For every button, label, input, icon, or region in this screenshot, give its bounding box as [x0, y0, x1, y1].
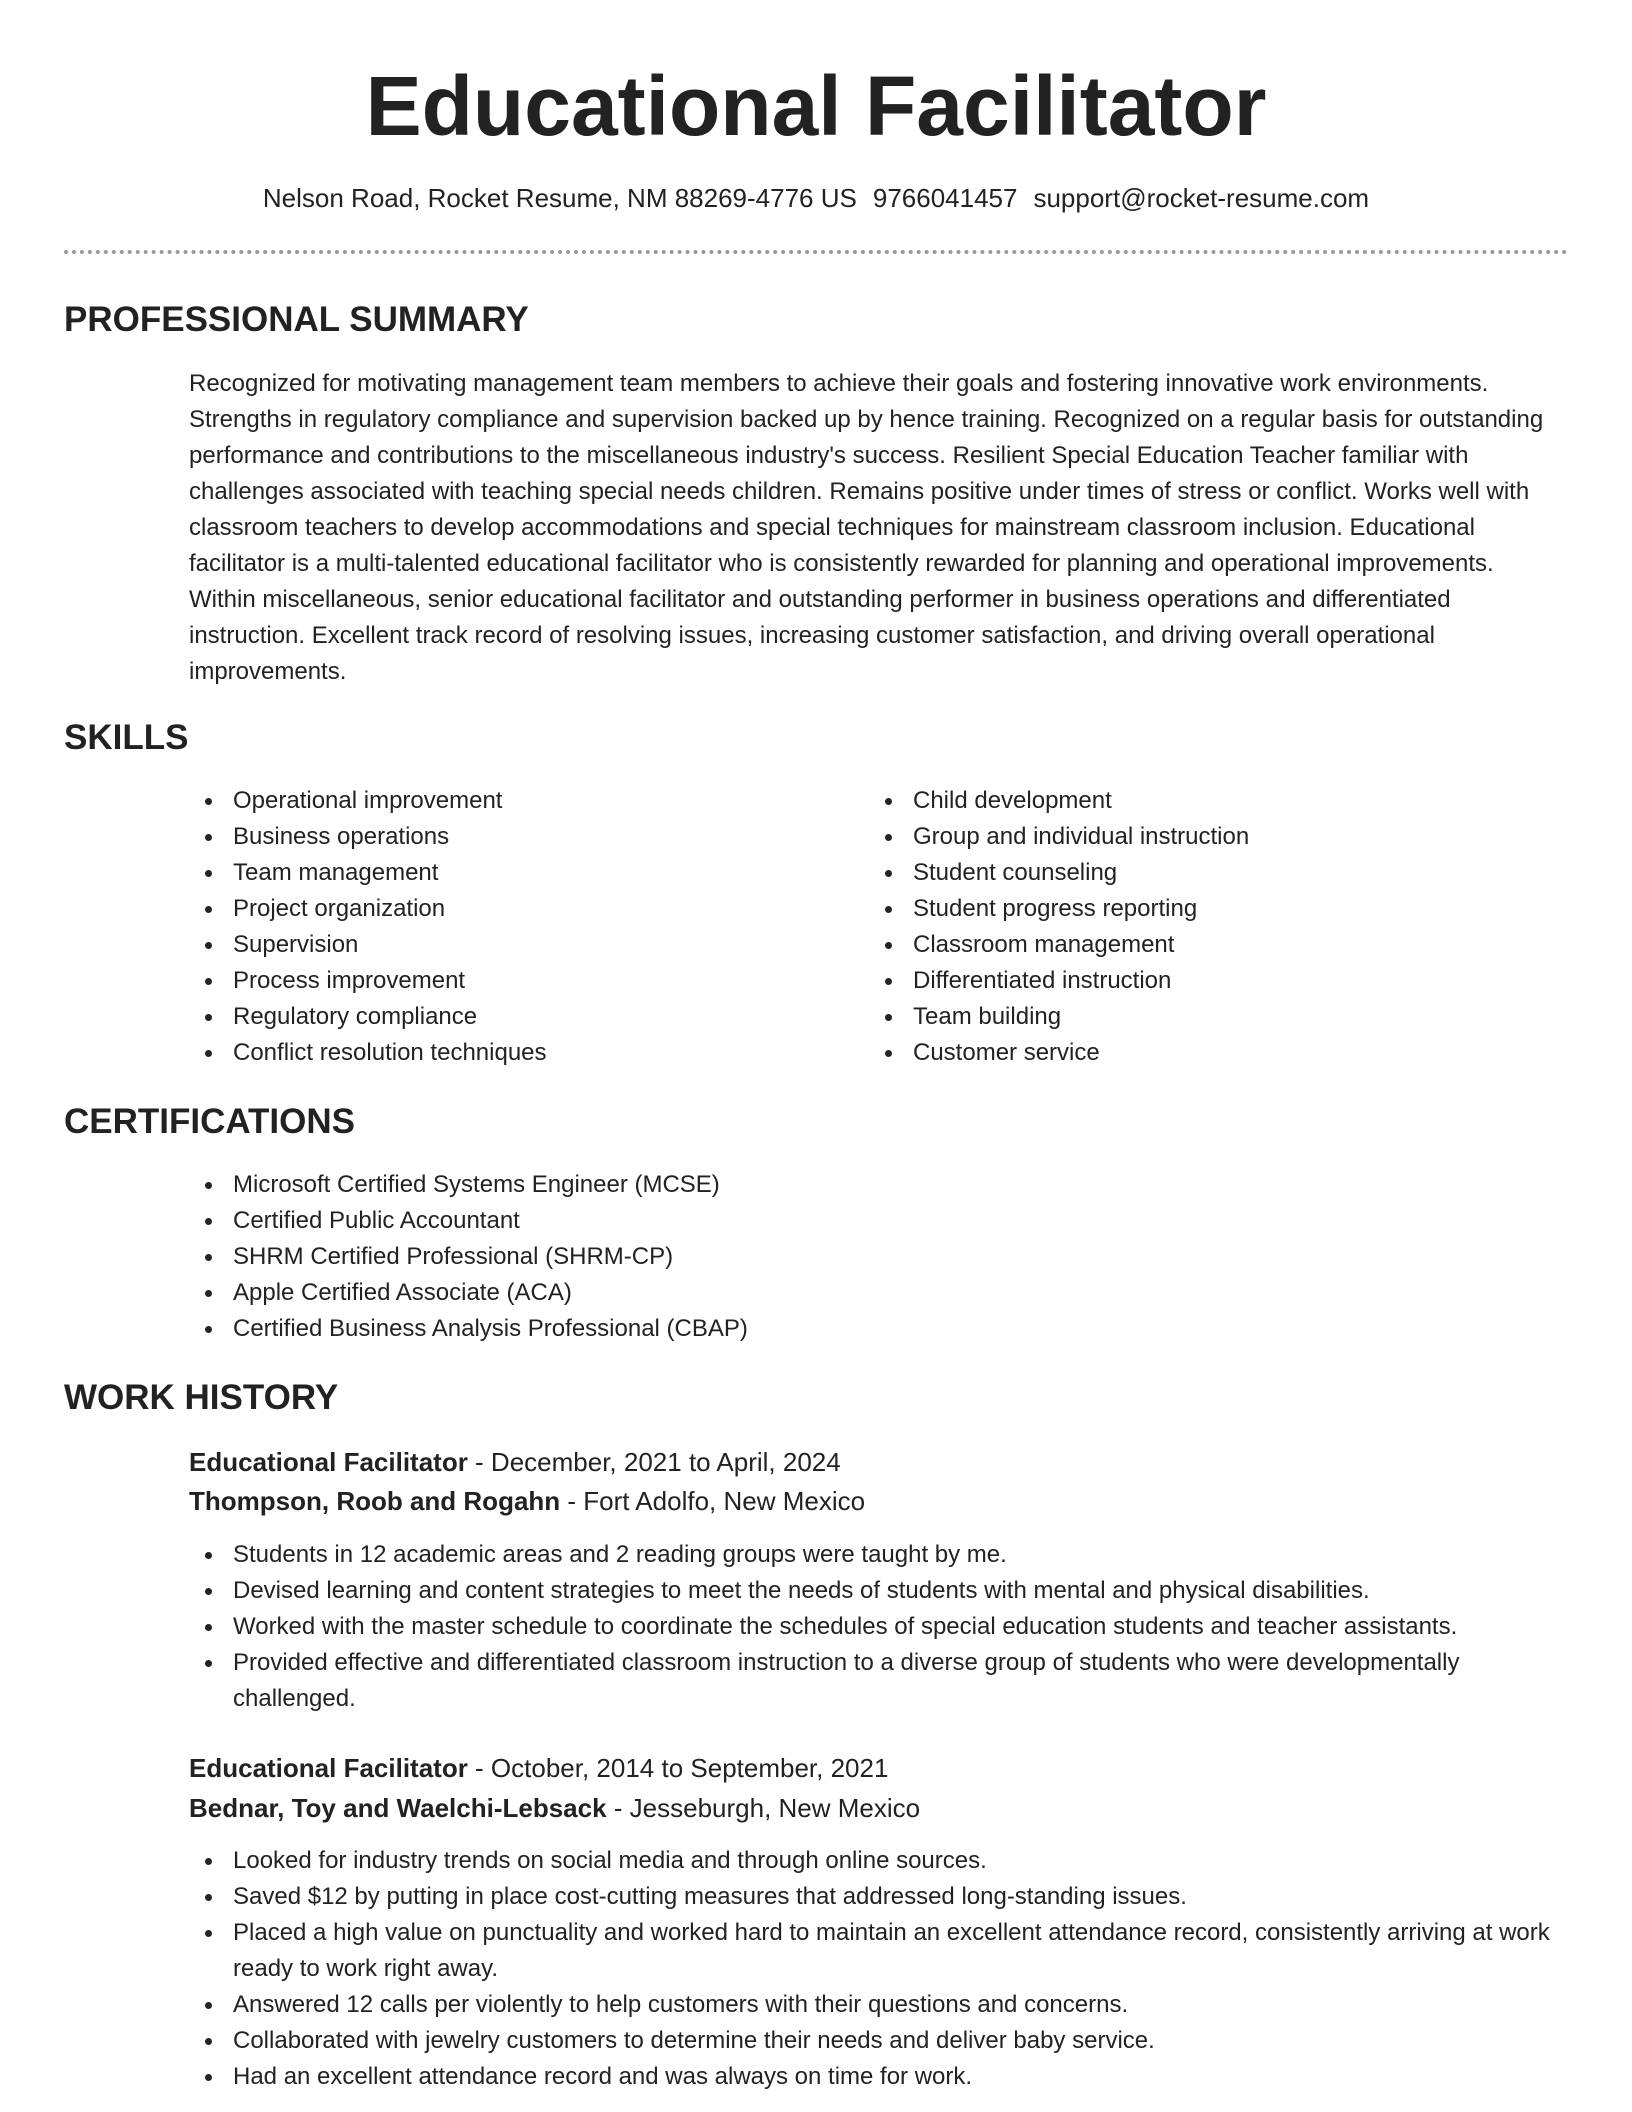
skill-item: Group and individual instruction	[869, 819, 1549, 855]
job-dates: - December, 2021 to April, 2024	[467, 1447, 841, 1477]
skills-list-left	[189, 783, 829, 1071]
skill-item: Conflict resolution techniques	[189, 1035, 829, 1071]
certification-item: Apple Certified Associate (ACA)	[189, 1275, 1189, 1311]
skill-item: Child development	[869, 783, 1549, 819]
job-company: Bednar, Toy and Waelchi-Lebsack	[189, 1793, 607, 1823]
skills-list-right	[869, 783, 1549, 1071]
certification-item: SHRM Certified Professional (SHRM-CP)	[189, 1239, 1189, 1275]
skill-item: Project organization	[189, 891, 829, 927]
certification-item: Certified Business Analysis Professional (CBAP)	[189, 1311, 1189, 1347]
contact-phone: 9766041457	[872, 183, 1018, 213]
job-bullet: Worked with the master schedule to coordinate the schedules of special education students and teacher assistants.	[189, 1609, 1564, 1645]
certifications-list	[189, 1167, 1189, 1347]
job-dates: - October, 2014 to September, 2021	[467, 1753, 889, 1783]
skill-item: Team building	[869, 999, 1549, 1035]
header-divider	[64, 250, 1568, 254]
contact-email: support@rocket-resume.com	[1033, 183, 1370, 213]
job-title-line	[189, 1750, 888, 1786]
job-bullet: Placed a high value on punctuality and worked hard to maintain an excellent attendance record, consistently arriving at work ready to work right away.	[189, 1915, 1564, 1987]
skills-heading: SKILLS	[64, 718, 189, 757]
contact-line	[0, 182, 1632, 214]
job-company: Thompson, Roob and Rogahn	[189, 1486, 561, 1516]
summary-heading: PROFESSIONAL SUMMARY	[64, 300, 529, 339]
contact-address: Nelson Road, Rocket Resume, NM 88269-4776 US	[262, 183, 857, 213]
skill-item: Operational improvement	[189, 783, 829, 819]
job-company-line	[189, 1790, 920, 1826]
job-bullet: Devised learning and content strategies to meet the needs of students with mental and physical disabilities.	[189, 1573, 1564, 1609]
skill-item: Differentiated instruction	[869, 963, 1549, 999]
skill-item: Classroom management	[869, 927, 1549, 963]
certifications-heading: CERTIFICATIONS	[64, 1102, 356, 1141]
skill-item: Process improvement	[189, 963, 829, 999]
certification-item: Certified Public Accountant	[189, 1203, 1189, 1239]
job-title-line	[189, 1444, 841, 1480]
job-location: - Jesseburgh, New Mexico	[606, 1793, 921, 1823]
summary-text: Recognized for motivating management team members to achieve their goals and fostering innovative work environments. Strengths in regulatory compliance and supervision backed up by hence training. Recognized on a regular basis for outstanding performance and contributions to the miscellaneous industry's success. Resilient Special Education Teacher familiar with challenges associated with teaching special needs children. Remains positive under times of stress or conflict. Works well with classroom teachers to develop accommodations and special techniques for mainstream classroom inclusion. Educational facilitator is a multi-talented educational facilitator who is consistently rewarded for planning and operational improvements. Within miscellaneous, senior educational facilitator and outstanding performer in business operations and differentiated instruction. Excellent track record of resolving issues, increasing customer satisfaction, and driving overall operational improvements.	[189, 370, 1544, 685]
job-role: Educational Facilitator	[189, 1753, 468, 1783]
skill-item: Regulatory compliance	[189, 999, 829, 1035]
job-bullet: Answered 12 calls per violently to help customers with their questions and concerns.	[189, 1987, 1564, 2023]
job-bullet: Students in 12 academic areas and 2 reading groups were taught by me.	[189, 1537, 1564, 1573]
job-bullets	[189, 1843, 1564, 2095]
skill-item: Supervision	[189, 927, 829, 963]
job-role: Educational Facilitator	[189, 1447, 468, 1477]
skill-item: Student counseling	[869, 855, 1549, 891]
job-bullet: Collaborated with jewelry customers to determine their needs and deliver baby service.	[189, 2023, 1564, 2059]
job-location: - Fort Adolfo, New Mexico	[560, 1486, 866, 1516]
work-history-heading: WORK HISTORY	[64, 1378, 339, 1417]
skill-item: Student progress reporting	[869, 891, 1549, 927]
job-bullet: Had an excellent attendance record and was always on time for work.	[189, 2059, 1564, 2095]
skill-item: Business operations	[189, 819, 829, 855]
job-bullets	[189, 1537, 1564, 1717]
job-company-line	[189, 1483, 865, 1519]
skill-item: Team management	[189, 855, 829, 891]
skill-item: Customer service	[869, 1035, 1549, 1071]
certification-item: Microsoft Certified Systems Engineer (MCSE)	[189, 1167, 1189, 1203]
resume-name: Educational Facilitator	[365, 59, 1267, 153]
job-bullet: Saved $12 by putting in place cost-cutting measures that addressed long-standing issues.	[189, 1879, 1564, 1915]
job-bullet: Looked for industry trends on social media and through online sources.	[189, 1843, 1564, 1879]
job-bullet: Provided effective and differentiated classroom instruction to a diverse group of students who were developmentally challenged.	[189, 1645, 1564, 1717]
